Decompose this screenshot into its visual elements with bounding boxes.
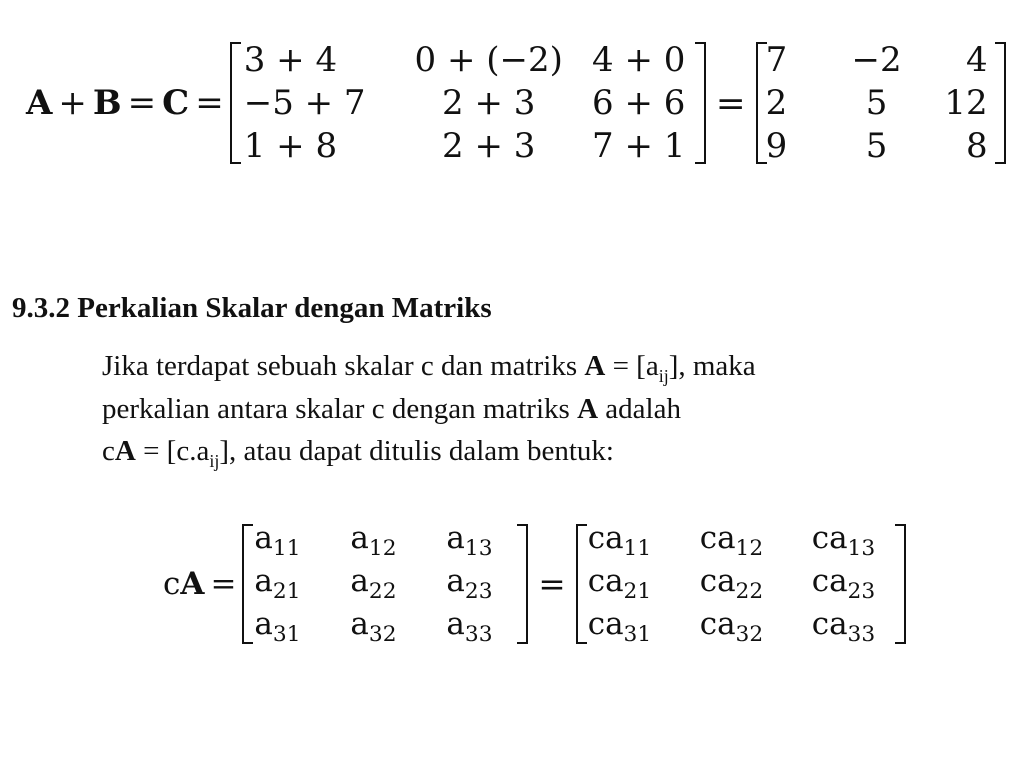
matrix-ca-cell-base: ca <box>811 563 848 600</box>
matrix-a-cell <box>446 563 516 605</box>
matrix-a-cell-subscript: 33 <box>464 621 493 647</box>
matrix-ca-cell <box>588 563 700 605</box>
scalar-multiplication-equation <box>163 520 906 648</box>
line2-text-1: perkalian antara skalar c dengan matriks <box>102 393 578 426</box>
plus-sign: + <box>58 83 87 123</box>
sum-result-cell: 5 <box>865 82 888 123</box>
line3-subscript: ij <box>209 450 220 471</box>
matrix-a-cell <box>254 606 350 648</box>
matrix-a-cell <box>446 520 516 562</box>
matrix-a-cell-base: a <box>350 605 369 642</box>
matrix-a-cell-base: a <box>350 563 369 600</box>
matrix-b-symbol: B <box>92 83 122 123</box>
line1-bold-a: A <box>584 350 606 382</box>
matrix-addition-equation <box>26 38 1006 168</box>
matrix-a-cell <box>254 563 350 605</box>
matrix-ca-cell-subscript: 33 <box>847 621 876 647</box>
matrix-a-cell-subscript: 23 <box>464 579 493 605</box>
scalar-lhs <box>163 566 242 602</box>
matrix-ca-cell <box>700 520 812 562</box>
matrix-ca-cell-subscript: 31 <box>623 621 652 647</box>
matrix-ca-cell-base: ca <box>699 563 736 600</box>
sum-result-cell: 4 <box>965 39 988 80</box>
scalar-c-symbol: c <box>163 566 181 602</box>
matrix-a-cell-subscript: 12 <box>368 536 397 562</box>
matrix-ca-elements <box>576 520 906 648</box>
matrix-a-cell-base: a <box>350 520 369 557</box>
line1-text-2: = [a <box>605 350 659 382</box>
matrix-a-cell-subscript: 21 <box>272 579 301 605</box>
scalar-matrix-a-symbol: A <box>180 566 205 602</box>
matrix-ca-cell <box>588 520 700 562</box>
sum-expression-cell: −5 + 7 <box>243 82 366 123</box>
matrix-c-symbol: C <box>162 83 190 123</box>
matrix-ca-cell-subscript: 22 <box>735 579 764 605</box>
matrix-ca-cell-base: ca <box>587 563 624 600</box>
matrix-a-cell-subscript: 32 <box>368 621 397 647</box>
matrix-a-cell <box>254 520 350 562</box>
matrix-ca-cell-subscript: 12 <box>735 536 764 562</box>
sum-expression-cell: 4 + 0 <box>592 39 686 80</box>
matrix-ca-cell-subscript: 23 <box>847 579 876 605</box>
matrix-a-elements <box>242 520 528 648</box>
paragraph-line-3 <box>102 431 1012 474</box>
matrix-a-cell-subscript: 13 <box>464 536 493 562</box>
scalar-equals-sign: = <box>210 566 237 602</box>
equals-sign: = <box>127 83 157 123</box>
matrix-ca-cell <box>588 606 700 648</box>
equals-sign-2: = <box>195 83 224 123</box>
sum-result-cell: 8 <box>965 126 988 167</box>
matrix-a-cell-subscript: 22 <box>368 579 397 605</box>
matrix-ca-cell <box>812 563 894 605</box>
matrix-a-cell-base: a <box>254 520 273 557</box>
matrix-a-cell-subscript: 31 <box>272 621 301 647</box>
sum-result-cell: 12 <box>944 82 988 123</box>
scalar-equals-sign-2: = <box>538 565 566 603</box>
sum-expression-cell: 6 + 6 <box>592 82 686 123</box>
matrix-ca-cell-subscript: 21 <box>623 579 652 605</box>
matrix-a-cell-subscript: 11 <box>272 536 301 562</box>
matrix-a-cell-base: a <box>446 520 465 557</box>
matrix-ca-cell-base: ca <box>587 520 624 557</box>
equals-sign-3: = <box>715 82 746 124</box>
sum-result-matrix <box>756 38 1006 168</box>
paragraph-line-1 <box>102 346 1012 389</box>
sum-expression-cell: 1 + 8 <box>243 126 338 167</box>
section-paragraph <box>102 346 1012 474</box>
sum-result-cell: 7 <box>765 39 788 80</box>
matrix-ca-cell <box>700 606 812 648</box>
addition-lhs <box>26 83 230 123</box>
sum-expression-cell: 7 + 1 <box>592 126 686 167</box>
line3-bold-a: A <box>114 434 136 467</box>
line2-bold-a: A <box>577 393 599 426</box>
matrix-a-cell <box>350 606 446 648</box>
line2-text-2: adalah <box>598 393 681 426</box>
line3-text-2: = [c.a <box>135 434 210 467</box>
matrix-ca-cell-subscript: 11 <box>623 536 652 562</box>
matrix-a-cell-base: a <box>254 563 273 600</box>
matrix-a-cell-base: a <box>254 605 273 642</box>
matrix-a-symbol: A <box>26 83 53 123</box>
line1-subscript: ij <box>658 365 669 386</box>
section-heading: 9.3.2 Perkalian Skalar dengan Matriks <box>12 292 492 324</box>
matrix-a-cell <box>446 606 516 648</box>
paragraph-line-2 <box>102 389 1012 430</box>
matrix-a-cell-base: a <box>446 563 465 600</box>
matrix-a-cell <box>350 563 446 605</box>
line1-text-1: Jika terdapat sebuah skalar c dan matriks <box>102 350 585 382</box>
matrix-ca-cell <box>812 520 894 562</box>
line3-text-3: ], atau dapat ditulis dalam bentuk: <box>219 434 614 467</box>
matrix-ca-cell <box>700 563 812 605</box>
matrix-ca-cell-subscript: 32 <box>735 621 764 647</box>
matrix-ca-cell <box>812 606 894 648</box>
sum-result-cell: −2 <box>851 39 902 80</box>
matrix-ca-cell-base: ca <box>699 605 736 642</box>
matrix-a-cell-base: a <box>446 605 465 642</box>
sum-expression-cell: 3 + 4 <box>243 39 338 80</box>
matrix-ca-cell-base: ca <box>699 520 736 557</box>
matrix-ca-cell-base: ca <box>811 520 848 557</box>
sum-result-cell: 9 <box>765 126 788 167</box>
sum-expression-matrix <box>230 38 706 168</box>
sum-expression-cell: 2 + 3 <box>442 126 536 167</box>
matrix-a-cell <box>350 520 446 562</box>
sum-result-cell: 5 <box>865 126 888 167</box>
matrix-ca-cell-base: ca <box>587 605 624 642</box>
matrix-ca-cell-base: ca <box>811 605 848 642</box>
sum-expression-cell: 0 + (−2) <box>414 39 563 80</box>
line3-text-1: c <box>102 434 115 467</box>
sum-expression-cell: 2 + 3 <box>442 82 536 123</box>
sum-result-cell: 2 <box>765 82 788 123</box>
matrix-ca-cell-subscript: 13 <box>847 536 876 562</box>
line1-text-3: ], maka <box>668 350 756 382</box>
